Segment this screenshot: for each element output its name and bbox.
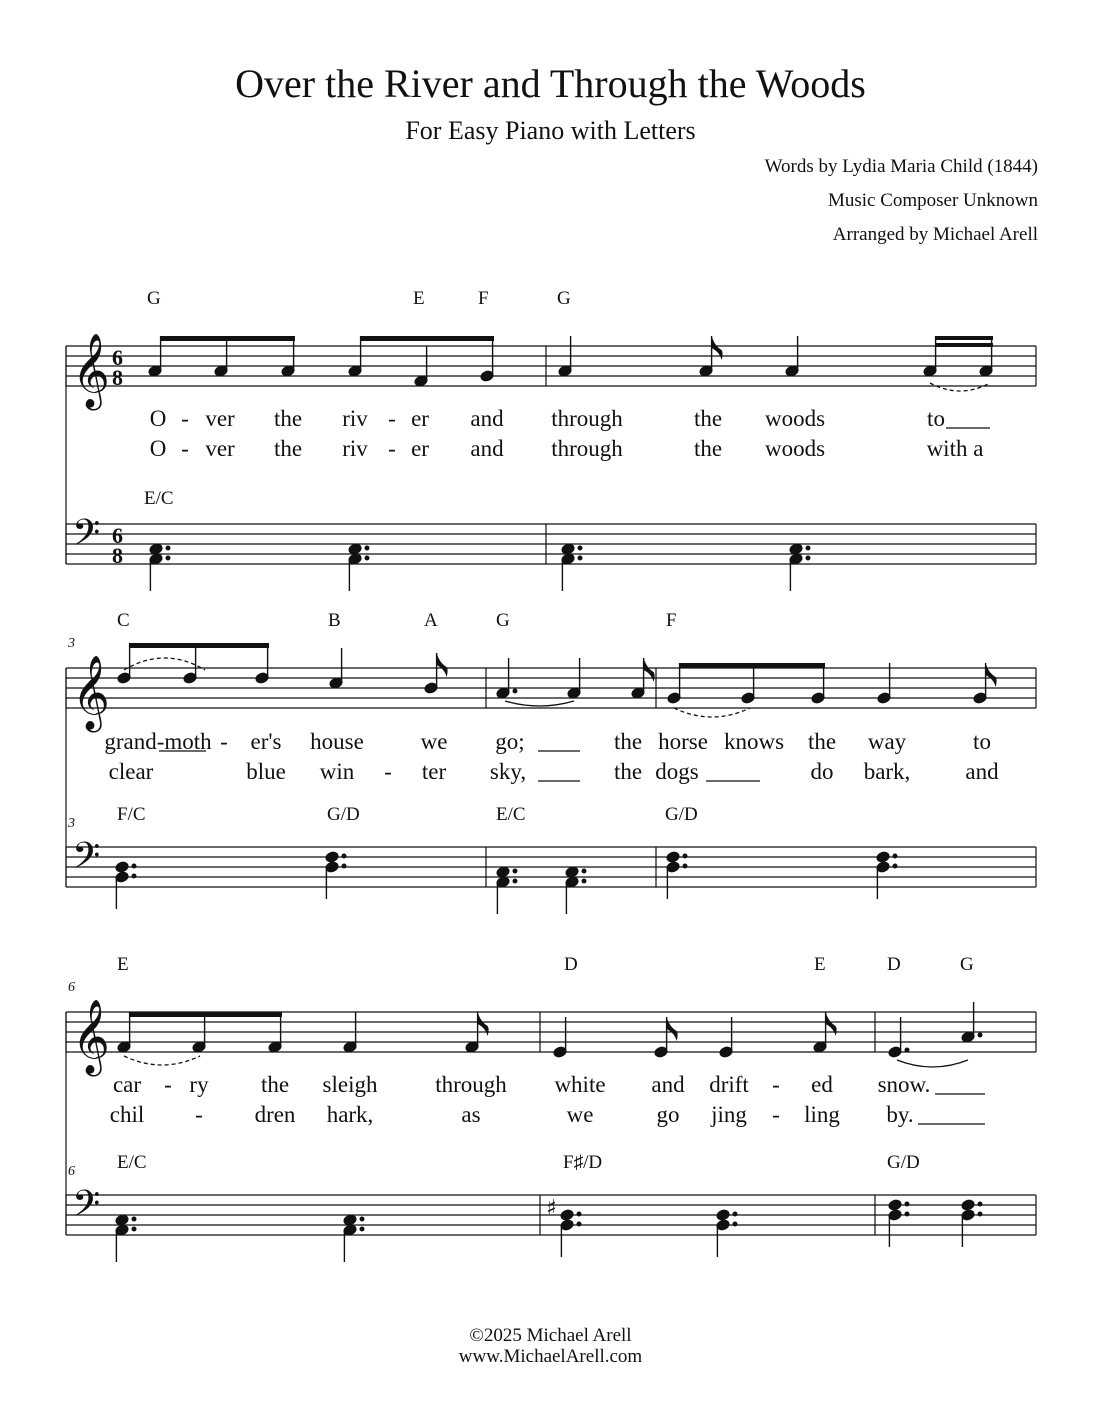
dashed-slur bbox=[930, 383, 990, 391]
beam bbox=[936, 336, 993, 340]
measure-number: 6 bbox=[68, 980, 75, 995]
dashed-slur bbox=[124, 1056, 200, 1065]
lyric-syllable: through bbox=[435, 1072, 507, 1097]
lyric-syllable: do bbox=[810, 759, 834, 784]
treble-clef-icon: 𝄞 bbox=[72, 1000, 110, 1074]
lyric-syllable: house bbox=[310, 729, 364, 754]
augmentation-dot bbox=[978, 1202, 982, 1206]
lyric-syllable: to bbox=[927, 406, 945, 431]
treble-clef-icon: 𝄞 bbox=[72, 334, 110, 408]
beam bbox=[680, 663, 825, 668]
lyric-syllable: sleigh bbox=[322, 1072, 378, 1097]
lyric-syllable: snow. bbox=[877, 1072, 931, 1097]
augmentation-dot bbox=[683, 864, 687, 868]
augmentation-dot bbox=[513, 689, 517, 693]
bass-clef-icon: 𝄢 bbox=[72, 512, 101, 563]
melody-letter: D bbox=[564, 954, 578, 975]
augmentation-dot bbox=[905, 1212, 909, 1216]
lyric-hyphen: - bbox=[772, 1072, 780, 1097]
augmentation-dot bbox=[360, 1227, 364, 1231]
augmentation-dot bbox=[132, 864, 136, 868]
lyric-syllable: the bbox=[693, 406, 723, 431]
lyric-syllable: to bbox=[973, 729, 991, 754]
lyric-hyphen: - bbox=[220, 729, 228, 754]
lyric-syllable: riv bbox=[342, 436, 368, 461]
lyric-syllable: we bbox=[420, 729, 448, 754]
augmentation-dot bbox=[978, 1033, 982, 1037]
lyric-syllable: er bbox=[411, 436, 429, 461]
melody-letter: G bbox=[960, 954, 974, 975]
measure-number: 6 bbox=[68, 1164, 75, 1179]
lyric-hyphen: - bbox=[195, 1102, 203, 1127]
lyric-syllable: hark, bbox=[326, 1102, 374, 1127]
beam bbox=[130, 1012, 282, 1017]
melody-letter: E bbox=[413, 288, 425, 309]
chord-symbol: E/C bbox=[117, 1152, 147, 1173]
lyric-syllable: the bbox=[273, 406, 303, 431]
lyric-syllable: O bbox=[149, 406, 167, 431]
augmentation-dot bbox=[978, 1212, 982, 1216]
tie bbox=[897, 1060, 968, 1067]
lyric-syllable: white bbox=[554, 1072, 606, 1097]
augmentation-dot bbox=[733, 1212, 737, 1216]
augmentation-dot bbox=[578, 546, 582, 550]
chord-symbol: G/D bbox=[665, 804, 698, 825]
melody-letter: E bbox=[814, 954, 826, 975]
lyric-syllable: ver bbox=[205, 436, 235, 461]
dashed-slur bbox=[674, 708, 750, 717]
lyric-syllable: and bbox=[470, 436, 504, 461]
lyric-syllable: ver bbox=[205, 406, 235, 431]
lyric-syllable: the bbox=[693, 436, 723, 461]
lyric-syllable: knows bbox=[723, 729, 785, 754]
lyric-syllable: er bbox=[411, 406, 429, 431]
time-signature-top: 6 bbox=[112, 345, 123, 370]
melody-letter: F bbox=[478, 288, 489, 309]
lyric-syllable: blue bbox=[246, 759, 286, 784]
lyric-syllable: win bbox=[319, 759, 355, 784]
arranger-credit: Arranged by Michael Arell bbox=[832, 224, 1038, 245]
lyric-syllable: and bbox=[965, 759, 999, 784]
lyric-syllable: car bbox=[112, 1072, 142, 1097]
augmentation-dot bbox=[893, 854, 897, 858]
chord-note-head bbox=[961, 1199, 976, 1212]
augmentation-dot bbox=[132, 1227, 136, 1231]
augmentation-dot bbox=[342, 864, 346, 868]
augmentation-dot bbox=[582, 879, 586, 883]
chord-symbol: E/C bbox=[144, 488, 174, 509]
lyric-hyphen: - bbox=[388, 406, 396, 431]
copyright-notice: ©2025 Michael Arell bbox=[469, 1325, 632, 1346]
composer-credit: Music Composer Unknown bbox=[827, 190, 1038, 211]
time-signature-top: 6 bbox=[112, 523, 123, 548]
augmentation-dot bbox=[733, 1222, 737, 1226]
song-subtitle: For Easy Piano with Letters bbox=[405, 116, 696, 145]
chord-note-head bbox=[888, 1199, 903, 1212]
melody-letter: G bbox=[147, 288, 161, 309]
lyric-syllable: ry bbox=[189, 1072, 209, 1097]
chord-note-head bbox=[115, 861, 130, 874]
chord-symbol: E/C bbox=[496, 804, 526, 825]
lyric-hyphen: - bbox=[388, 436, 396, 461]
augmentation-dot bbox=[806, 546, 810, 550]
lyric-syllable: ling bbox=[804, 1102, 840, 1127]
tie bbox=[505, 701, 574, 706]
lyric-syllable: we bbox=[566, 1102, 594, 1127]
lyric-hyphen: - bbox=[164, 1072, 172, 1097]
melody-letter: G bbox=[496, 610, 510, 631]
melody-letter: G bbox=[557, 288, 571, 309]
augmentation-dot bbox=[578, 556, 582, 560]
chord-symbol: F/C bbox=[117, 804, 146, 825]
melody-letter: D bbox=[887, 954, 901, 975]
chord-note-head bbox=[560, 1209, 575, 1222]
lyric-syllable: woods bbox=[764, 406, 826, 431]
augmentation-dot bbox=[342, 854, 346, 858]
treble-clef-icon: 𝄞 bbox=[72, 656, 110, 730]
lyric-syllable: dogs bbox=[655, 759, 699, 784]
augmentation-dot bbox=[905, 1048, 909, 1052]
lyric-syllable: go bbox=[656, 1102, 680, 1127]
lyric-syllable: jing bbox=[711, 1102, 747, 1127]
chord-symbol: G/D bbox=[327, 804, 360, 825]
augmentation-dot bbox=[893, 864, 897, 868]
lyric-syllable: the bbox=[260, 1072, 290, 1097]
lyric-syllable: riv bbox=[342, 406, 368, 431]
measure-number: 3 bbox=[68, 636, 75, 651]
augmentation-dot bbox=[360, 1217, 364, 1221]
beam bbox=[161, 336, 295, 341]
augmentation-dot bbox=[166, 546, 170, 550]
lyric-hyphen: - bbox=[772, 1102, 780, 1127]
augmentation-dot bbox=[166, 556, 170, 560]
augmentation-dot bbox=[577, 1212, 581, 1216]
lyric-syllable: ter bbox=[421, 759, 447, 784]
beam bbox=[361, 336, 494, 341]
lyric-syllable: with a bbox=[926, 436, 984, 461]
time-signature-bottom: 8 bbox=[112, 543, 123, 568]
lyric-hyphen: - bbox=[181, 406, 189, 431]
chord-note-head bbox=[716, 1209, 731, 1222]
beam bbox=[130, 643, 269, 648]
lyric-syllable: dren bbox=[254, 1102, 296, 1127]
bass-clef-icon: 𝄢 bbox=[72, 1183, 101, 1234]
lyric-syllable: horse bbox=[658, 729, 708, 754]
chord-note-head bbox=[876, 851, 891, 864]
lyric-syllable: clear bbox=[108, 759, 154, 784]
time-signature-bottom: 8 bbox=[112, 365, 123, 390]
chord-symbol: G/D bbox=[887, 1152, 920, 1173]
melody-letter: F bbox=[666, 610, 677, 631]
augmentation-dot bbox=[905, 1202, 909, 1206]
melody-letter: C bbox=[117, 610, 130, 631]
note-flag bbox=[667, 1017, 678, 1041]
lyric-syllable: the bbox=[807, 729, 837, 754]
lyric-syllable: the bbox=[273, 436, 303, 461]
melody-letter: B bbox=[328, 610, 341, 631]
note-flag bbox=[986, 663, 997, 687]
sharp-icon: ♯ bbox=[546, 1196, 557, 1221]
lyric-syllable: ed bbox=[811, 1072, 833, 1097]
lyric-syllable: as bbox=[461, 1102, 481, 1127]
lyric-syllable: way bbox=[867, 729, 907, 754]
lyric-syllable: bark, bbox=[863, 759, 911, 784]
lyricist-credit: Words by Lydia Maria Child (1844) bbox=[764, 156, 1038, 177]
augmentation-dot bbox=[365, 546, 369, 550]
melody-letter: E bbox=[117, 954, 129, 975]
augmentation-dot bbox=[132, 1217, 136, 1221]
chord-note-head bbox=[325, 851, 340, 864]
augmentation-dot bbox=[582, 869, 586, 873]
augmentation-dot bbox=[806, 556, 810, 560]
augmentation-dot bbox=[577, 1222, 581, 1226]
lyric-syllable: and bbox=[651, 1072, 685, 1097]
augmentation-dot bbox=[365, 556, 369, 560]
chord-symbol: F♯/D bbox=[563, 1152, 603, 1173]
lyric-syllable: go; bbox=[495, 729, 525, 754]
melody-letter: A bbox=[424, 610, 438, 631]
augmentation-dot bbox=[513, 879, 517, 883]
augmentation-dot bbox=[513, 869, 517, 873]
lyric-hyphen: - bbox=[384, 759, 392, 784]
chord-note-head bbox=[666, 851, 681, 864]
lyric-syllable: sky, bbox=[489, 759, 527, 784]
beam bbox=[936, 343, 993, 347]
lyric-syllable: O bbox=[149, 436, 167, 461]
note-flag bbox=[437, 653, 448, 677]
lyric-syllable: woods bbox=[764, 436, 826, 461]
lyric-syllable: chil bbox=[109, 1102, 145, 1127]
lyric-syllable: the bbox=[613, 729, 643, 754]
song-title: Over the River and Through the Woods bbox=[235, 61, 866, 106]
website-url: www.MichaelArell.com bbox=[458, 1346, 643, 1367]
augmentation-dot bbox=[683, 854, 687, 858]
lyric-syllable: er's bbox=[250, 729, 282, 754]
lyric-syllable: grand-moth bbox=[104, 729, 212, 754]
bass-clef-icon: 𝄢 bbox=[72, 835, 101, 886]
lyric-syllable: through bbox=[551, 406, 623, 431]
lyric-hyphen: - bbox=[181, 436, 189, 461]
lyric-syllable: and bbox=[470, 406, 504, 431]
measure-number: 3 bbox=[68, 816, 75, 831]
lyric-syllable: by. bbox=[886, 1102, 914, 1127]
lyric-syllable: the bbox=[613, 759, 643, 784]
lyric-syllable: drift bbox=[709, 1072, 749, 1097]
augmentation-dot bbox=[132, 874, 136, 878]
lyric-syllable: through bbox=[551, 436, 623, 461]
